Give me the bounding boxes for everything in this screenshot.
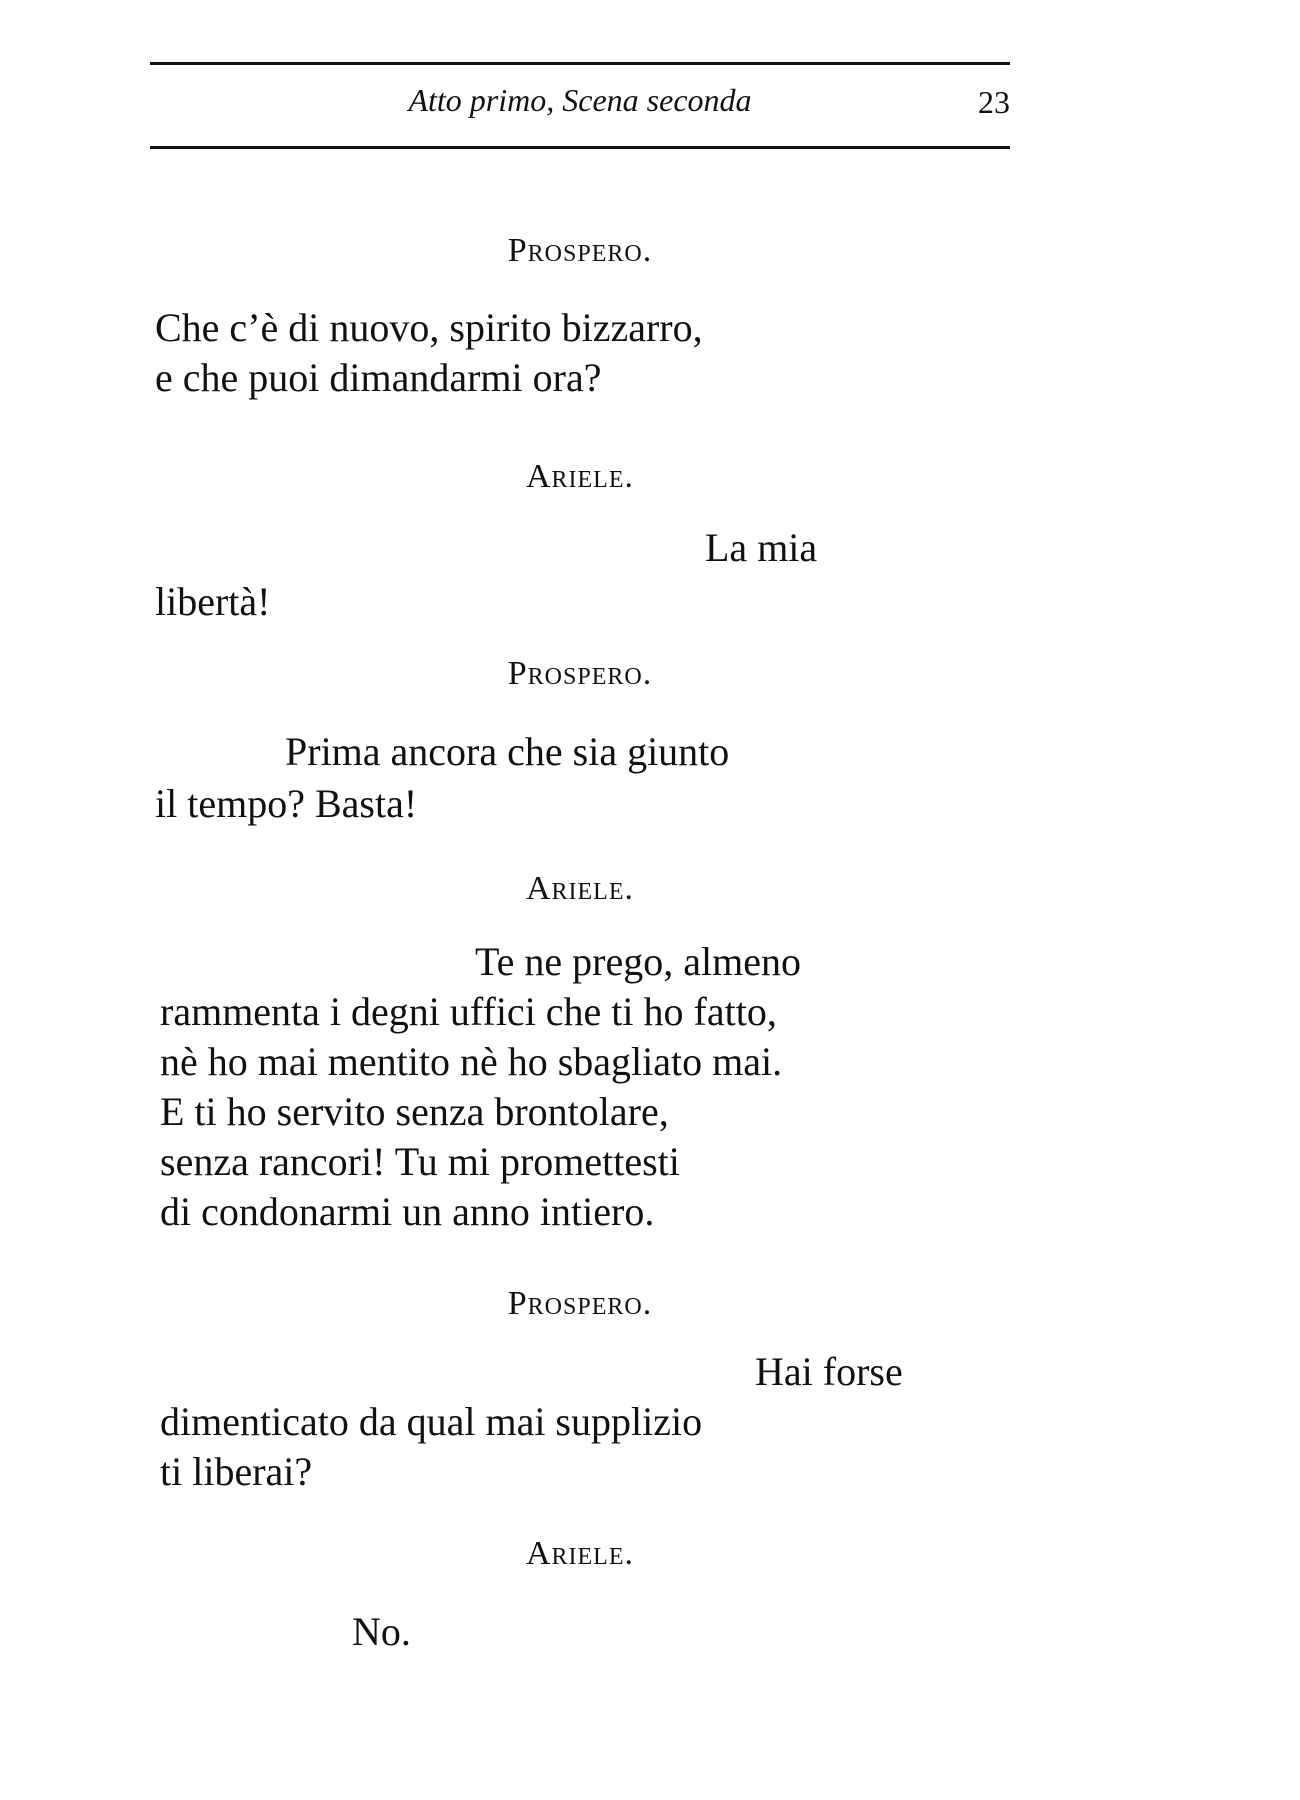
verse-line: ti liberai? xyxy=(160,1449,313,1494)
verse-line: il tempo? Basta! xyxy=(155,781,418,826)
verse-line: No. xyxy=(352,1609,411,1654)
speaker-name: Ariele. xyxy=(525,1535,635,1572)
speaker-name: Ariele. xyxy=(525,870,635,907)
speaker-name: Prospero. xyxy=(507,1285,653,1322)
verse-line: libertà! xyxy=(155,579,271,624)
verse-line: di condonarmi un anno intiero. xyxy=(160,1189,655,1234)
verse-line: nè ho mai mentito nè ho sbagliato mai. xyxy=(160,1039,783,1084)
verse-line: e che puoi dimandarmi ora? xyxy=(155,355,602,400)
verse-line: E ti ho servito senza brontolare, xyxy=(160,1089,669,1134)
verse-line: Te ne prego, almeno xyxy=(475,939,801,984)
verse-line: Hai forse xyxy=(755,1349,903,1394)
verse-line: senza rancori! Tu mi promettesti xyxy=(160,1139,680,1184)
verse-line: Che c’è di nuovo, spirito bizzarro, xyxy=(155,305,703,350)
speaker-name: Prospero. xyxy=(507,655,653,692)
page-number: 23 xyxy=(978,84,1010,120)
speaker-name: Prospero. xyxy=(507,232,653,269)
header-rule-top xyxy=(150,62,1010,65)
verse-line: La mia xyxy=(705,525,818,570)
verse-line: rammenta i degni uffici che ti ho fatto, xyxy=(160,989,777,1034)
header-rule-bottom xyxy=(150,146,1010,149)
verse-line: dimenticato da qual mai supplizio xyxy=(160,1399,703,1444)
verse-line: Prima ancora che sia giunto xyxy=(285,729,730,774)
running-title: Atto primo, Scena seconda xyxy=(408,82,752,118)
speaker-name: Ariele. xyxy=(525,458,635,495)
